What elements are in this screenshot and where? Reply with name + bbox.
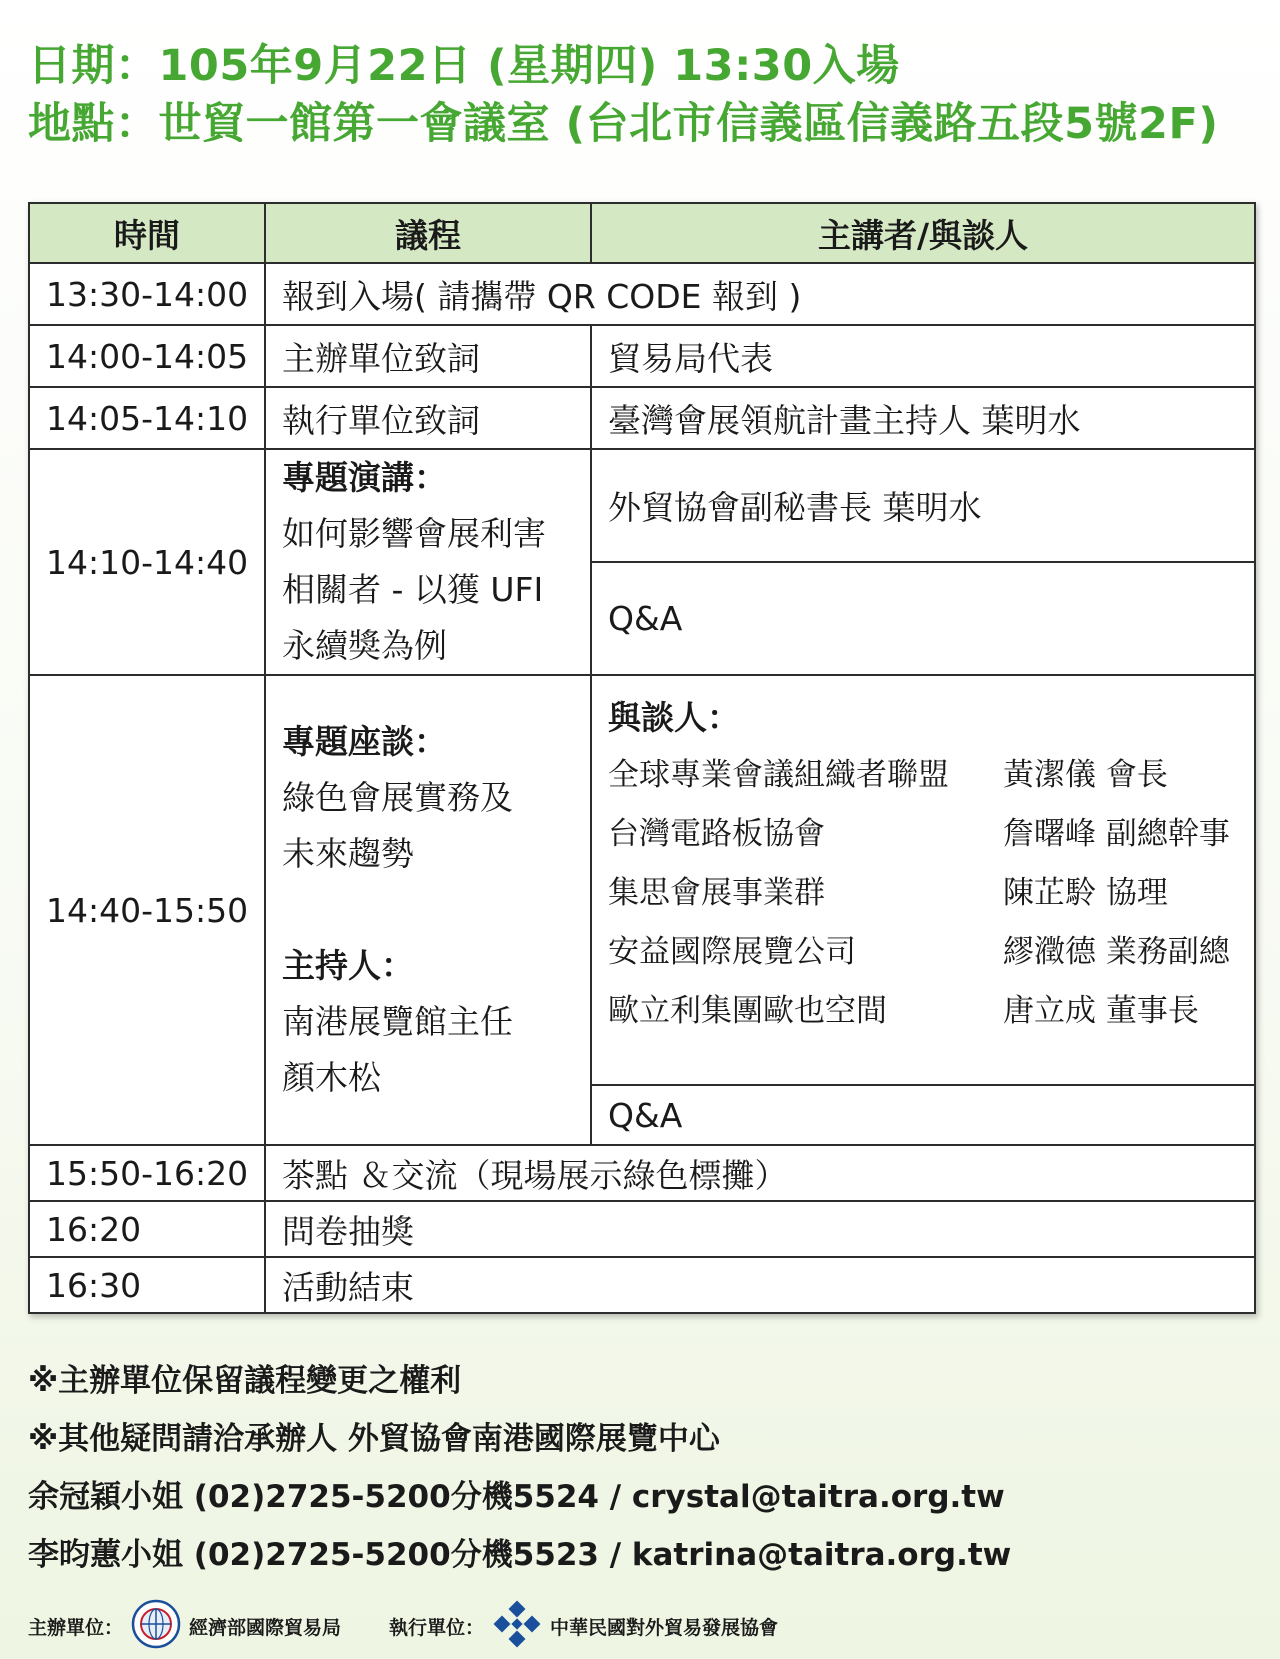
agenda-cell xyxy=(265,449,591,675)
agenda-table xyxy=(28,202,1256,1314)
organizer-name: 經濟部國際貿易局 xyxy=(189,1616,342,1639)
organizer-label: 主辦單位： xyxy=(28,1616,124,1639)
time-cell: 13:30-14:00 xyxy=(29,263,265,325)
agenda-cell: 活動結束 xyxy=(265,1257,1255,1313)
panel-title: 專題座談： xyxy=(282,722,447,761)
agenda-cell: 主辦單位致詞 xyxy=(265,325,591,387)
table-row xyxy=(29,325,1255,387)
table-row xyxy=(29,1201,1255,1257)
host-line: 顏木松 xyxy=(282,1058,381,1097)
table-row xyxy=(29,675,1255,1085)
qa-cell: Q&A xyxy=(591,1085,1255,1145)
panelist-row xyxy=(608,982,1254,1041)
time-cell: 14:00-14:05 xyxy=(29,325,265,387)
table-row xyxy=(29,387,1255,449)
panelist-name: 黃潔儀 會長 xyxy=(1003,757,1168,793)
panelist-row xyxy=(608,805,1254,864)
panelist-name: 詹曙峰 副總幹事 xyxy=(1003,816,1230,852)
table-row xyxy=(29,263,1255,325)
notes-section xyxy=(28,1352,1011,1584)
footer-credits xyxy=(28,1600,778,1652)
trade-bureau-logo-icon xyxy=(131,1599,181,1654)
executor-name: 中華民國對外貿易發展協會 xyxy=(550,1616,779,1639)
panelist-org: 全球專業會議組織者聯盟 xyxy=(608,757,949,793)
event-date: 日期：105年9月22日 (星期四) 13:30入場 xyxy=(28,41,900,91)
panelist-name: 陳芷駖 協理 xyxy=(1003,875,1168,911)
panelist-org: 安益國際展覽公司 xyxy=(608,934,856,970)
time-cell: 14:40-15:50 xyxy=(29,675,265,1145)
panelist-name: 繆瀓德 業務副總 xyxy=(1003,934,1230,970)
panelist-row xyxy=(608,864,1254,923)
taitra-logo-icon xyxy=(492,1599,542,1654)
contact-line: 余冠穎小姐 (02)2725-5200分機5524 / crystal@taitra.org.tw xyxy=(28,1479,1005,1515)
host-line: 南港展覽館主任 xyxy=(282,1002,513,1041)
note-line: ※主辦單位保留議程變更之權利 xyxy=(28,1363,462,1399)
time-cell: 14:10-14:40 xyxy=(29,449,265,675)
panelists-title: 與談人： xyxy=(608,698,740,737)
qa-cell: Q&A xyxy=(591,562,1255,675)
panelists-cell xyxy=(591,675,1255,1085)
header-time: 時間 xyxy=(29,203,265,263)
agenda-cell: 問卷抽獎 xyxy=(265,1201,1255,1257)
table-row xyxy=(29,1145,1255,1201)
note-line: ※其他疑問請洽承辦人 外貿協會南港國際展覽中心 xyxy=(28,1421,720,1457)
header-speaker: 主講者/與談人 xyxy=(591,203,1255,263)
time-cell: 15:50-16:20 xyxy=(29,1145,265,1201)
time-cell: 16:20 xyxy=(29,1201,265,1257)
panel-topic-line: 未來趨勢 xyxy=(282,834,414,873)
speaker-cell: 臺灣會展領航計畫主持人 葉明水 xyxy=(591,387,1255,449)
contact-line: 李昀蕙小姐 (02)2725-5200分機5523 / katrina@taitra.org.tw xyxy=(28,1537,1012,1573)
event-venue: 地點：世貿一館第一會議室 (台北市信義區信義路五段5號2F) xyxy=(28,99,1219,149)
agenda-cell: 茶點 ＆交流（現場展示綠色標攤） xyxy=(265,1145,1255,1201)
speaker-cell: 貿易局代表 xyxy=(591,325,1255,387)
table-header-row xyxy=(29,203,1255,263)
panelist-org: 歐立利集團歐也空間 xyxy=(608,993,887,1029)
header-agenda: 議程 xyxy=(265,203,591,263)
agenda-cell xyxy=(265,675,591,1145)
panelist-row xyxy=(608,923,1254,982)
agenda-cell: 執行單位致詞 xyxy=(265,387,591,449)
time-cell: 14:05-14:10 xyxy=(29,387,265,449)
panel-topic-line: 綠色會展實務及 xyxy=(282,778,513,817)
keynote-line: 永續獎為例 xyxy=(282,626,447,665)
panelist-row xyxy=(608,746,1254,805)
agenda-cell: 報到入場( 請攜帶 QR CODE 報到 ) xyxy=(265,263,1255,325)
panelist-org: 台灣電路板協會 xyxy=(608,816,825,852)
host-title: 主持人： xyxy=(282,946,414,985)
table-row xyxy=(29,449,1255,562)
panelist-name: 唐立成 董事長 xyxy=(1003,993,1199,1029)
table-row xyxy=(29,1257,1255,1313)
executor-label: 執行單位： xyxy=(389,1616,485,1639)
keynote-line: 相關者 - 以獲 UFI xyxy=(282,570,544,609)
keynote-title: 專題演講： xyxy=(282,458,447,497)
speaker-cell: 外貿協會副秘書長 葉明水 xyxy=(591,449,1255,562)
panelist-org: 集思會展事業群 xyxy=(608,875,825,911)
time-cell: 16:30 xyxy=(29,1257,265,1313)
keynote-line: 如何影響會展利害 xyxy=(282,514,546,553)
